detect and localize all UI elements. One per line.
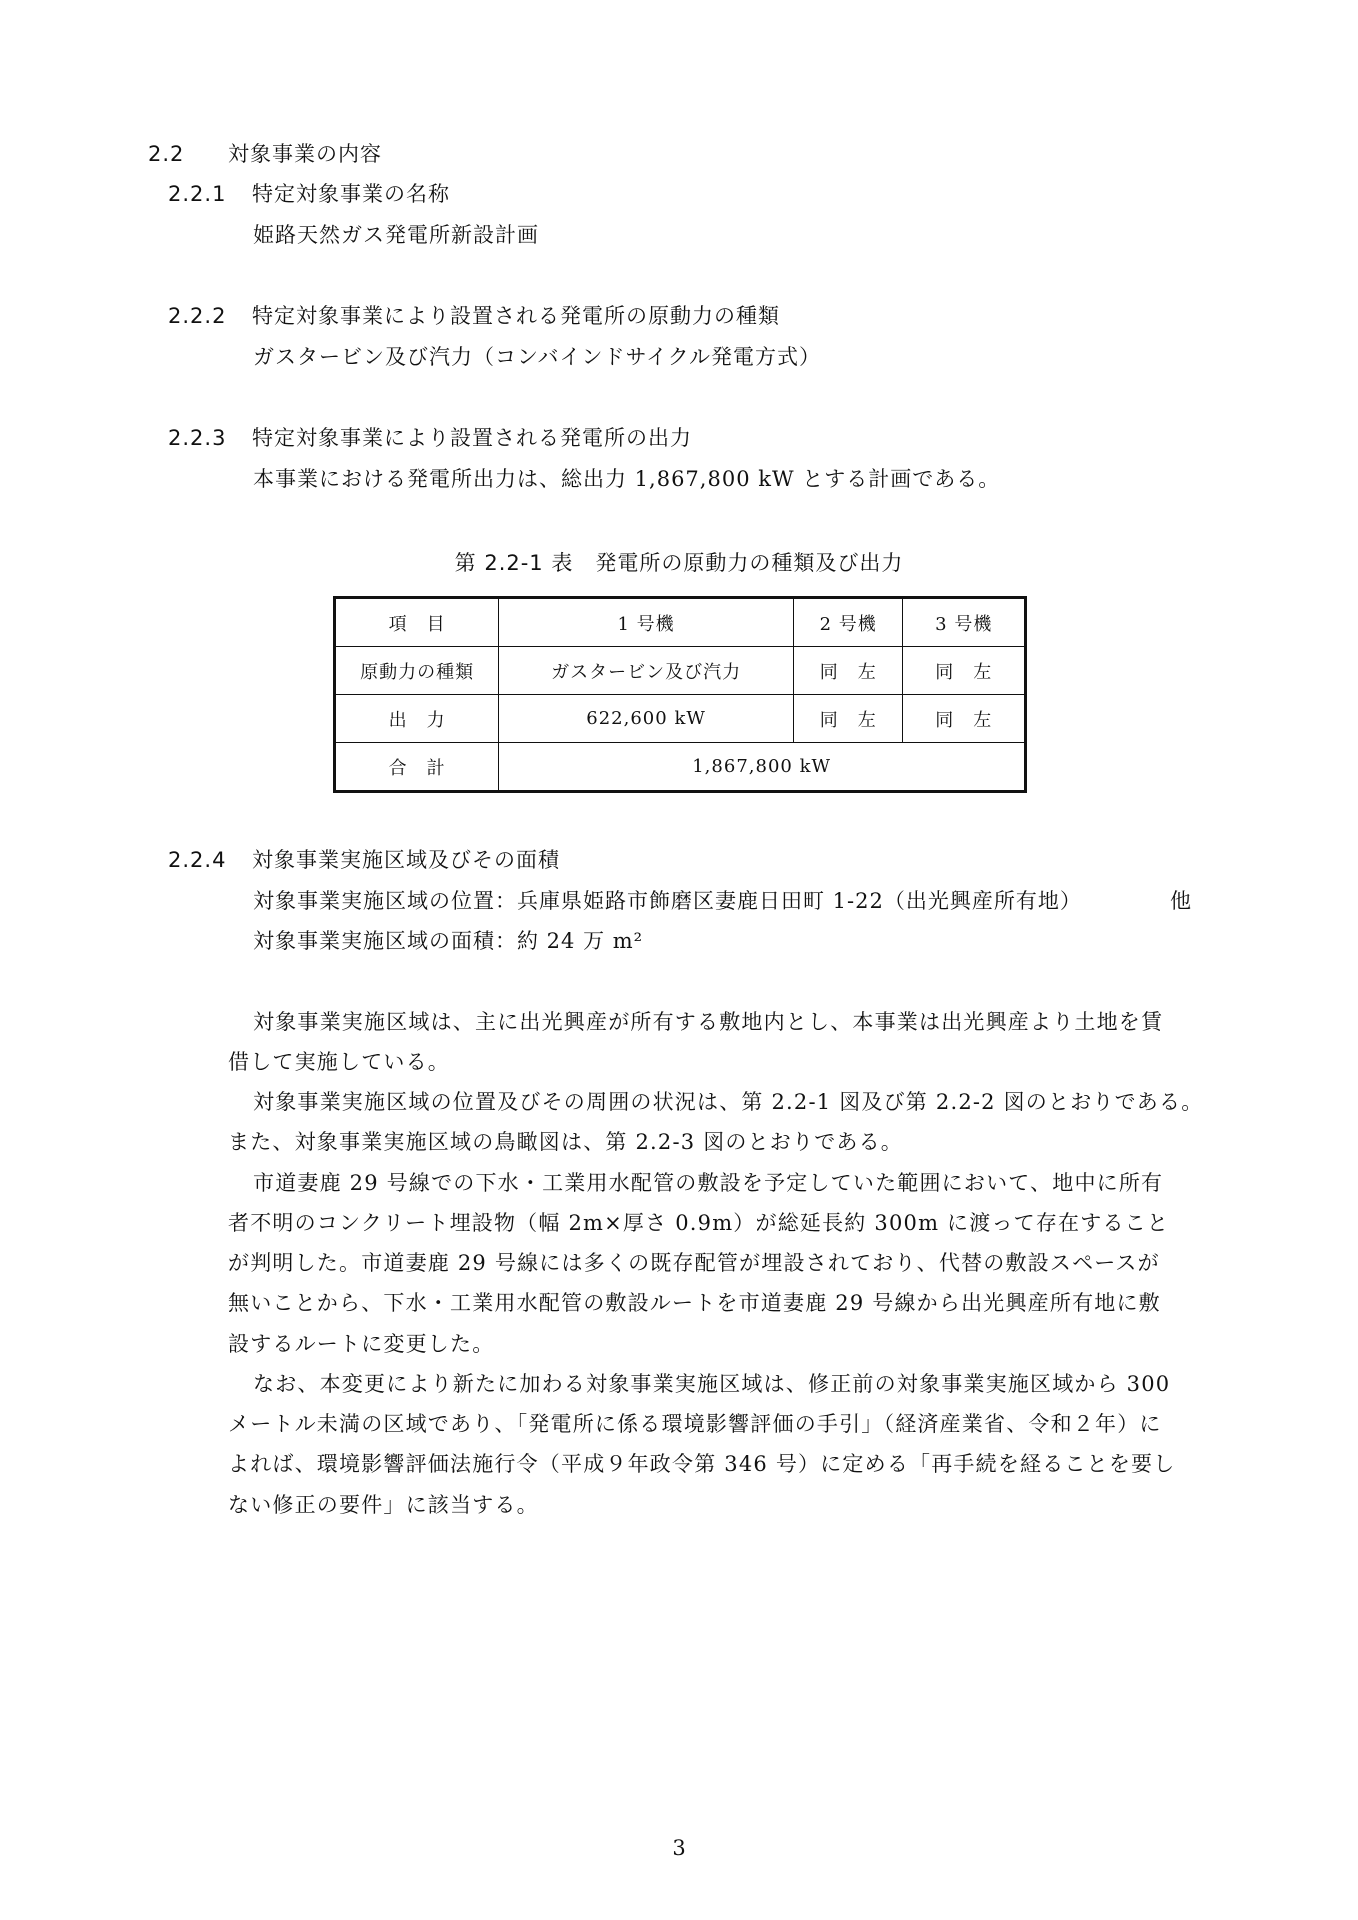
table-cell: ガスタービン及び汽力 [499,647,794,695]
paragraph-line: なお、本変更により新たに加わる対象事業実施区域は、修正前の対象事業実施区域から 300 [253,1372,1171,1396]
paragraph-line: メートル未満の区域であり、「発電所に係る環境影響評価の手引」（経済産業省、令和２年）に [228,1412,1162,1436]
subsection-heading-2-2-2 [168,300,780,330]
area-location-suffix: 他 [1170,889,1192,913]
subsection-title: 特定対象事業により設置される発電所の原動力の種類 [252,304,780,328]
paragraph-line: 対象事業実施区域の位置及びその周囲の状況は、第 2.2-1 図及び第 2.2-2 図のとおりである。 [253,1090,1204,1114]
table-cell: 合 計 [335,743,499,792]
paragraph-line: 者不明のコンクリート埋設物（幅 2m×厚さ 0.9m）が総延長約 300m に渡って存在すること [228,1211,1170,1235]
paragraph-line: 無いことから、下水・工業用水配管の敷設ルートを市道妻鹿 29 号線から出光興産所有地に敷 [228,1291,1161,1315]
page-number: 3 [672,1836,686,1860]
area-size: 対象事業実施区域の面積：約 24 万 m² [253,929,644,953]
subsection-number: 2.2.3 [168,426,227,450]
table-header-row [335,598,1026,647]
project-name: 姫路天然ガス発電所新設計画 [253,223,539,247]
subsection-heading-2-2-3 [168,422,692,452]
table-cell: 同 左 [903,647,1026,695]
table-header-cell: 1 号機 [499,598,794,647]
table-cell: 同 左 [793,695,903,743]
table-cell: 原動力の種類 [335,647,499,695]
subsection-number: 2.2.4 [168,848,227,872]
table-row [335,695,1026,743]
table-cell: 622,600 kW [499,695,794,743]
prime-mover-type: ガスタービン及び汽力（コンバインドサイクル発電方式） [253,345,822,369]
subsection-heading-2-2-1 [168,178,450,208]
table-header-cell: 項 目 [335,598,499,647]
table-cell: 同 左 [793,647,903,695]
section-heading [148,138,382,168]
subsection-title: 対象事業実施区域及びその面積 [252,848,560,872]
table-cell: 出 力 [335,695,499,743]
paragraph-line: が判明した。市道妻鹿 29 号線には多くの既存配管が埋設されており、代替の敷設スペースが [228,1251,1160,1275]
paragraph-line: 借して実施している。 [228,1050,450,1074]
subsection-title: 特定対象事業により設置される発電所の出力 [252,426,692,450]
subsection-number: 2.2.1 [168,182,227,206]
paragraph-line: 対象事業実施区域は、主に出光興産が所有する敷地内とし、本事業は出光興産より土地を賃 [253,1010,1164,1034]
output-statement: 本事業における発電所出力は、総出力 1,867,800 kW とする計画である。 [253,467,1001,491]
section-number: 2.2 [148,142,185,166]
table-total-row [335,743,1026,792]
paragraph-line: よれば、環境影響評価法施行令（平成９年政令第 346 号）に定める「再手続を経ることを要し [228,1452,1176,1476]
table-caption: 第 2.2-1 表 発電所の原動力の種類及び出力 [454,551,904,575]
subsection-number: 2.2.2 [168,304,227,328]
table-total-value: 1,867,800 kW [499,743,1026,792]
table-header-cell: 2 号機 [793,598,903,647]
output-table [333,596,1027,793]
subsection-title: 特定対象事業の名称 [252,182,450,206]
paragraph-line: また、対象事業実施区域の鳥瞰図は、第 2.2-3 図のとおりである。 [228,1130,904,1154]
table-header-cell: 3 号機 [903,598,1026,647]
paragraph-line: ない修正の要件」に該当する。 [228,1493,539,1517]
paragraph-line: 設するルートに変更した。 [228,1332,495,1356]
area-location: 対象事業実施区域の位置：兵庫県姫路市飾磨区妻鹿日田町 1-22（出光興産所有地） [253,889,1082,913]
section-title: 対象事業の内容 [228,142,382,166]
subsection-heading-2-2-4 [168,844,560,874]
table-cell: 同 左 [903,695,1026,743]
paragraph-line: 市道妻鹿 29 号線での下水・工業用水配管の敷設を予定していた範囲において、地中に所有 [253,1171,1164,1195]
table-row [335,647,1026,695]
